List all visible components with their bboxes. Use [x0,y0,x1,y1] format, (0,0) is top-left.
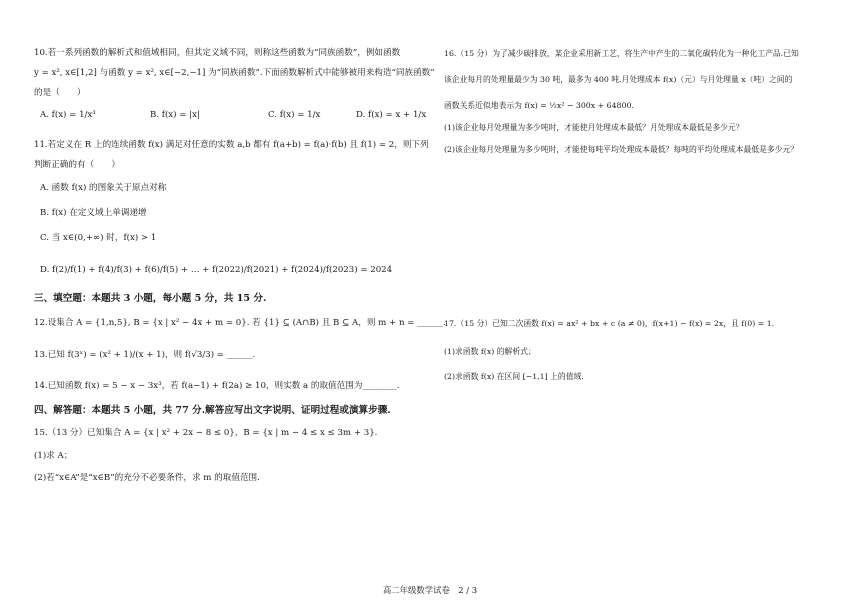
q11-option-b: B. f(x) 在定义域上单调递增 [40,208,147,218]
q10-line3: 的是（ ） [34,88,86,98]
q13: 13.已知 f(3ˣ) = (x² + 1)/(x + 1)，则 f(√3/3) = ______. [34,350,256,360]
q11-option-a: A. 函数 f(x) 的图象关于原点对称 [40,183,167,193]
q11-option-c: C. 当 x∈(0,+∞) 时，f(x) > 1 [40,233,157,243]
q15-part2: (2)若“x∈A”是“x∈B”的充分不必要条件，求 m 的取值范围. [34,473,260,483]
q10-line2: y = x², x∈[1,2] 与函数 y = x², x∈[−2,−1] 为“同族函数”.下面函数解析式中能够被用来构造“同族函数” [34,68,435,78]
section-3-heading: 三、填空题：本题共 3 小题，每小题 5 分，共 15 分. [34,293,267,304]
q16-part2: (2)该企业每月处理量为多少吨时，才能使每吨平均处理成本最低？每吨的平均处理成本最低是多少元？ [444,145,799,154]
q14: 14.已知函数 f(x) = 5 − x − 3x³，若 f(a−1) + f(2a) ≥ 10，则实数 a 的取值范围为________. [34,381,400,391]
section-4-heading: 四、解答题：本题共 5 小题，共 77 分.解答应写出文字说明、证明过程或演算步骤. [34,405,391,416]
page-footer: 高二年级数学试卷 2 / 3 [382,585,478,595]
q12: 12.设集合 A = {1,n,5}, B = {x | x² − 4x + m = 0}. 若 {1} ⊆ (A∩B) 且 B ⊆ A，则 m + n = ______. [34,318,446,328]
q17-part2: (2)求函数 f(x) 在区间 [−1,1] 上的值域. [444,372,584,381]
q16-part1: (1)该企业每月处理量为多少吨时，才能使月处理成本最低？月处理成本最低是多少元？ [444,123,744,132]
q16-line3: 函数关系近似地表示为 f(x) = ½x² − 300x + 64800. [444,101,634,110]
q17-part1: (1)求函数 f(x) 的解析式； [444,347,536,356]
q10-option-b: B. f(x) = |x| [150,110,200,120]
q11-option-d: D. f(2)/f(1) + f(4)/f(3) + f(6)/f(5) + … + f(2022)/f(2021) + f(2024)/f(2023) = 2024 [40,265,393,275]
q16-line2: 该企业每月的处理量最少为 30 吨，最多为 400 吨.月处理成本 f(x)（元）与月处理量 x（吨）之间的 [444,75,793,84]
q10-line1: 10.若一系列函数的解析式和值域相同，但其定义域不同，则称这些函数为“同族函数”，例如函数 [34,48,401,58]
q11-line1: 11.若定义在 R 上的连续函数 f(x) 满足对任意的实数 a,b 都有 f(a+b) = f(a)·f(b) 且 f(1) = 2，则下列 [34,140,429,150]
q10-option-a: A. f(x) = 1/x³ [40,110,96,120]
q10-option-c: C. f(x) = 1/x [268,110,321,120]
q17-line1: 17.（15 分）已知二次函数 f(x) = ax² + bx + c (a ≠ 0)，f(x+1) − f(x) = 2x，且 f(0) = 1. [444,319,775,328]
q10-option-d: D. f(x) = x + 1/x [356,110,427,120]
q15-part1: (1)求 A； [34,451,73,461]
q15-line1: 15.（13 分）已知集合 A = {x | x² + 2x − 8 ≤ 0}，B = {x | m − 4 ≤ x ≤ 3m + 3}. [34,428,378,438]
q16-line1: 16.（15 分）为了减少碳排放，某企业采用新工艺，将生产中产生的二氧化碳转化为一种化工产品.已知 [444,49,799,58]
q11-line2: 判断正确的有（ ） [34,160,120,170]
